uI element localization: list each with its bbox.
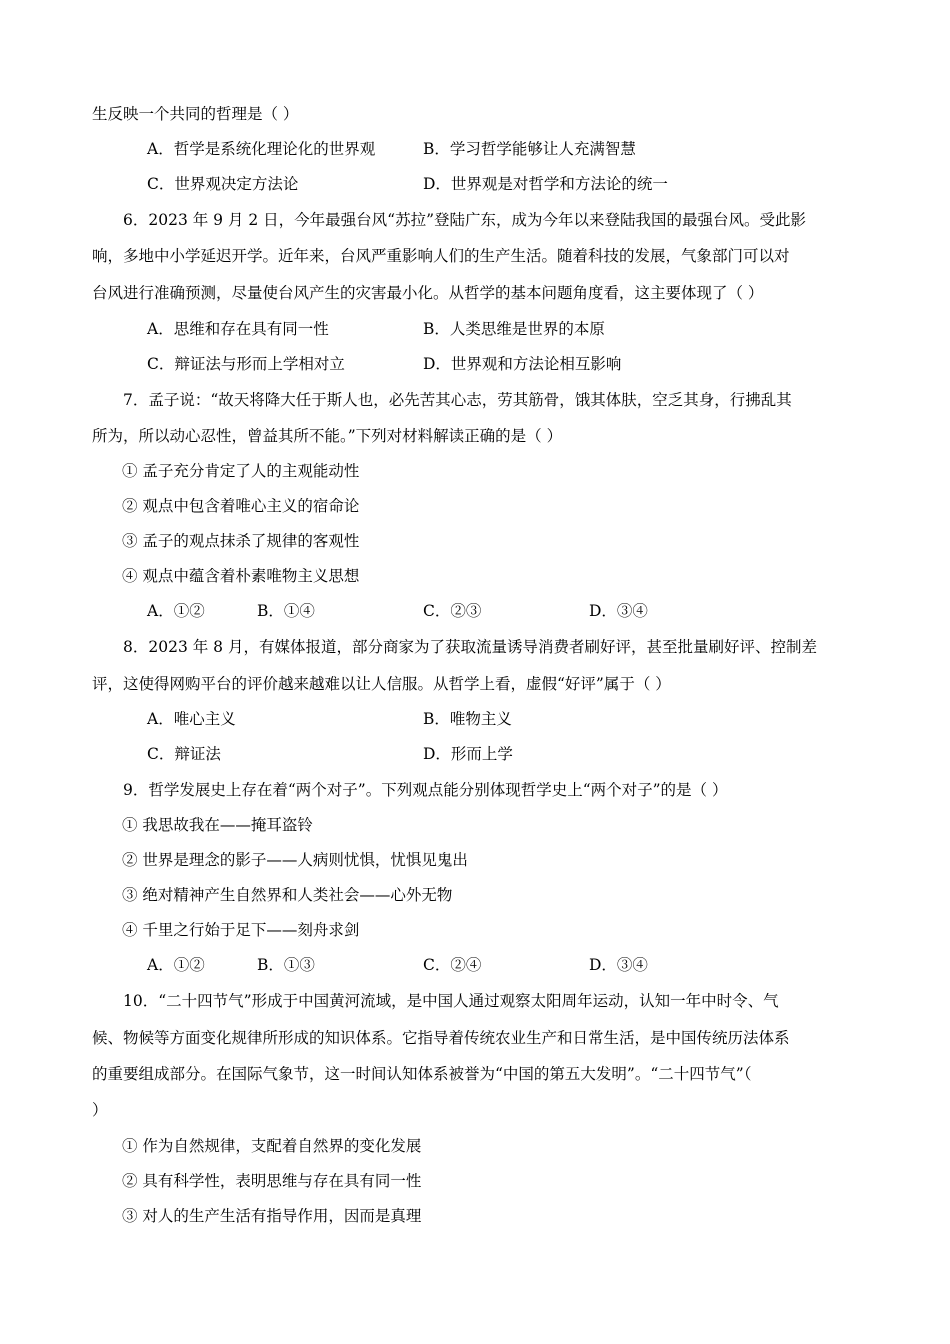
q8-stem-line-2: 评，这使得网购平台的评价越来越难以让人信服。从哲学上看，虚假“好评”属于（ ）: [92, 675, 671, 693]
q9-item-2: ② 世界是理念的影子——人病则忧惧，忧惧见鬼出: [122, 851, 468, 869]
q10-stem-line-1: 10．“二十四节气”形成于中国黄河流域，是中国人通过观察太阳周年运动，认知一年中时令、气: [123, 992, 779, 1010]
q9-item-4: ④ 千里之行始于足下——刻舟求剑: [122, 921, 360, 939]
q6-stem-line-3: 台风进行准确预测，尽量使台风产生的灾害最小化。从哲学的基本问题角度看，这主要体现了（ ）: [92, 284, 764, 302]
q5-option-c: C．世界观决定方法论: [147, 175, 299, 193]
q7-option-c: C．②③: [423, 602, 482, 620]
q8-option-b: B．唯物主义: [423, 710, 512, 728]
q10-item-1: ① 作为自然规律，支配着自然界的变化发展: [122, 1137, 422, 1155]
q9-item-3: ③ 绝对精神产生自然界和人类社会——心外无物: [122, 886, 453, 904]
q7-stem-line-1: 7．孟子说：“故天将降大任于斯人也，必先苦其心志，劳其筋骨，饿其体肤，空乏其身，行拂乱其: [123, 391, 792, 409]
q7-stem-line-2: 所为，所以动心忍性，曾益其所不能。”下列对材料解读正确的是（ ）: [92, 427, 563, 445]
q10-item-2: ② 具有科学性，表明思维与存在具有同一性: [122, 1172, 422, 1190]
q6-option-a: A．思维和存在具有同一性: [147, 320, 329, 338]
q7-item-4: ④ 观点中蕴含着朴素唯物主义思想: [122, 567, 360, 585]
q9-option-c: C．②④: [423, 956, 482, 974]
q7-option-b: B．①④: [257, 602, 315, 620]
q5-option-d: D．世界观是对哲学和方法论的统一: [423, 175, 668, 193]
q8-option-c: C．辩证法: [147, 745, 221, 763]
q10-item-3: ③ 对人的生产生活有指导作用，因而是真理: [122, 1207, 422, 1225]
q6-option-b: B．人类思维是世界的本原: [423, 320, 605, 338]
q10-stem-line-3: 的重要组成部分。在国际气象节，这一时间认知体系被誉为“中国的第五大发明”。“二十四节气”（: [92, 1065, 752, 1083]
q5-stem-line: 生反映一个共同的哲理是（ ）: [92, 105, 299, 123]
q10-stem-line-4: ）: [92, 1101, 108, 1119]
q6-stem-line-1: 6．2023 年 9 月 2 日，今年最强台风“苏拉”登陆广东，成为今年以来登陆我国的最强台风。受此影: [123, 211, 807, 229]
q9-option-b: B．①③: [257, 956, 315, 974]
q9-option-d: D．③④: [589, 956, 648, 974]
q7-item-3: ③ 孟子的观点抹杀了规律的客观性: [122, 532, 360, 550]
q7-option-a: A．①②: [147, 602, 205, 620]
q8-stem-line-1: 8．2023 年 8 月，有媒体报道，部分商家为了获取流量诱导消费者刷好评，甚至批量刷好评、控制差: [123, 638, 817, 656]
q10-stem-line-2: 候、物候等方面变化规律所形成的知识体系。它指导着传统农业生产和日常生活，是中国传统历法体系: [92, 1029, 790, 1047]
q9-item-1: ① 我思故我在——掩耳盗铃: [122, 816, 313, 834]
q9-option-a: A．①②: [147, 956, 205, 974]
q7-option-d: D．③④: [589, 602, 648, 620]
q9-stem-line-1: 9．哲学发展史上存在着“两个对子”。下列观点能分别体现哲学史上“两个对子”的是（ ）: [123, 781, 728, 799]
q5-option-b: B．学习哲学能够让人充满智慧: [423, 140, 636, 158]
q8-option-d: D．形而上学: [423, 745, 513, 763]
q6-option-c: C．辩证法与形而上学相对立: [147, 355, 345, 373]
q6-stem-line-2: 响，多地中小学延迟开学。近年来，台风严重影响人们的生产生活。随着科技的发展，气象部门可以对: [92, 247, 790, 265]
q5-option-a: A．哲学是系统化理论化的世界观: [147, 140, 376, 158]
q8-option-a: A．唯心主义: [147, 710, 236, 728]
q6-option-d: D．世界观和方法论相互影响: [423, 355, 622, 373]
q7-item-2: ② 观点中包含着唯心主义的宿命论: [122, 497, 360, 515]
q7-item-1: ① 孟子充分肯定了人的主观能动性: [122, 462, 360, 480]
